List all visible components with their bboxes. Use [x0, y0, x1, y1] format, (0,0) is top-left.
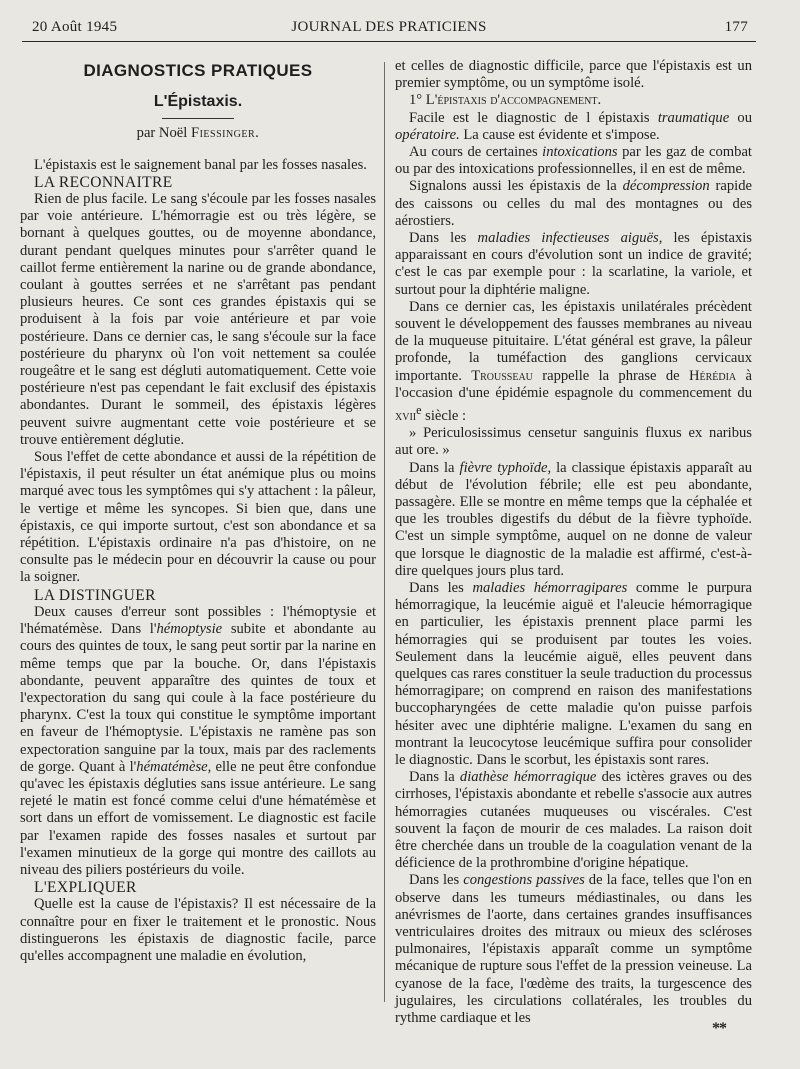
text-run: des ictères graves ou des cirrhoses, l'épistaxis abondante et rebelle s'associe aux autres hémorragies cutanées muqueuses ou viscérales. C'est souvent la façon de mourir de ces malades. La raison doit être cherchée dans un trouble de la coagulation venant de la déficience de la prothrombine d'origine hépatique. — [395, 769, 752, 872]
issue-date: 20 Août 1945 — [32, 19, 118, 35]
emphasis: fièvre typhoïde, — [459, 459, 552, 476]
paragraph: et celles de diagnostic difficile, parce que l'épistaxis est un premier symptôme, ou un symptôme isolé. — [395, 58, 752, 92]
emphasis: maladies hémorragipares — [472, 579, 628, 596]
author-name: Hérédia — [688, 367, 737, 384]
paragraph — [20, 604, 376, 879]
section-title: DIAGNOSTICS PRATIQUES — [83, 61, 313, 80]
article-title: L'Épistaxis. — [153, 93, 243, 111]
paragraph — [395, 872, 752, 1027]
text-run: Signalons aussi les épistaxis de la — [409, 178, 623, 195]
paragraph — [395, 230, 752, 299]
text-run: ou — [729, 109, 752, 126]
text-run: comme le purpura hémorragique, la leucémie aiguë et l'aleucie hémorragique en particulier, les épistaxis prennent place parmi les hémorragies qui se produisent par toutes les voies. Seulement dans la leucémie aiguë, elles peuvent dans quelques cas rares constituer la seule traduction du processus hémorragipare; on comprend en raison des manifestations buccopharyngées de cette maladie qu'on puisse parfois hésiter avec une diphtérie maligne. L'examen du sang en montrant la leucocytose leucémique suffira pour consolider le diagnostic. Dans le scorbut, les épistaxis sont rares. — [395, 579, 752, 768]
paragraph — [395, 144, 752, 178]
text-run: Dans la — [409, 769, 460, 786]
text-run: la classique épistaxis apparaît au début de l'évolution fébrile; elle est peu abondante, passagère. Elle se montre en même temps que la céphalée et que les troubles digestifs du début de la fièvre typhoïde. C'est un simple symptôme, auquel on ne donne de valeur que lorsque le diagnostic de la maladie est affirmé, c'est-à-dire quelques jours plus tard. — [395, 459, 753, 579]
text-run: elle ne peut être confondue qu'avec les épistaxis dégluties sans issue antérieure. Le sang rejeté le matin est foncé comme celui d'une hématémèse et sort dans un effort de vomissement. Le diagnostic est facile par l'examen rapide des fosses nasales et surtout par l'examen minutieux de la gorge qui montre des caillots au niveau des piliers postérieurs du voile. — [20, 758, 377, 878]
emphasis: traumatique — [657, 109, 730, 126]
latin-quote: » Periculosissimus censetur sanguinis fluxus ex naribus aut ore. » — [395, 425, 752, 459]
text-run: Deux causes d'erreur sont possibles : l'hémoptysie et l'hématémèse. Dans l' — [20, 603, 376, 638]
text-run: Dans les — [409, 230, 478, 247]
text-run: Facile est le diagnostic de l épistaxis — [409, 109, 658, 126]
emphasis: hématémèse, — [136, 758, 212, 775]
byline — [20, 125, 376, 142]
emphasis: congestions passives — [463, 872, 585, 889]
intro-paragraph: L'épistaxis est le saignement banal par les fosses nasales. — [34, 156, 367, 173]
text-run: subite et abondante au cours des quintes de toux, le sang peut sortir par la narine en même temps que par la bouche. Or, dans l'épistaxis abondante, peuvent apparaître des quintes de toux et l'expectoration du sang qui coule à la face postérieure du pharynx. C'est la toux qui constitue le symptôme important en faveur de l'hémoptysie. L'épistaxis ne ramène pas son expectoration sanguine par la toux, mais par des raclements de gorge. Quant à l' — [20, 621, 376, 775]
right-column — [395, 58, 752, 1027]
paragraph: Quelle est la cause de l'épistaxis? Il est nécessaire de la connaître pour en fixer le traitement et le pronostic. Nous distinguerons les épistaxis de diagnostic facile, parce qu'elles accompagnent une maladie en évolution, — [20, 896, 376, 964]
author-name: Trousseau — [471, 367, 533, 384]
continuation-mark: ** — [712, 1020, 726, 1037]
paragraph — [395, 299, 752, 425]
running-header — [22, 17, 756, 42]
paragraph — [395, 110, 752, 144]
paragraph — [395, 769, 752, 872]
text-run: Dans les — [409, 579, 473, 596]
text-run: par les gaz de combat ou par des intoxications professionnelles, il en est de même. — [395, 144, 752, 178]
emphasis: diathèse hémorragique — [459, 769, 597, 786]
subhead-reconnaitre: LA RECONNAITRE — [34, 173, 173, 191]
emphasis: maladies infectieuses aiguës, — [477, 230, 663, 247]
column-divider — [384, 62, 385, 1002]
text-run: Dans les — [409, 872, 464, 889]
emphasis: opératoire. — [395, 126, 460, 143]
emphasis: hémoptysie — [156, 621, 223, 638]
text-run: Dans ce dernier cas, les épistaxis unilatérales précèdent souvent le développement des fausses membranes au niveau de la muqueuse pituitaire. L'état général est grave, la pâleur profonde, la tuméfaction des ganglions cervicaux importante. — [395, 298, 752, 384]
byline-prefix: par Noël — [136, 125, 188, 142]
text-run: à l'occasion d'une épidémie espagnole du commencement du — [395, 367, 752, 401]
text-run: Dans la — [409, 459, 460, 476]
page-number: 177 — [724, 19, 748, 35]
text-run: siècle : — [421, 407, 467, 424]
text-run: Au cours de certaines — [409, 144, 543, 161]
title-rule — [162, 118, 234, 119]
subhead-accompagnement: L'épistaxis d'accompagnement. — [425, 92, 602, 109]
paragraph: Sous l'effet de cette abondance et aussi de la répétition de l'épistaxis, il peut résulter un état anémique plus ou moins marqué avec tous les symptômes qui s'y attachent : la pâleur, le vertige et même les syncopes. Si bien que, dans une épistaxis, ce qui importe surtout, c'est son abondance et sa répétition. L'épistaxis ordinaire n'a pas d'histoire, on ne consulte pas le médecin pour en découvrir la cause ou pour la soigner. — [20, 449, 376, 586]
paragraph: Rien de plus facile. Le sang s'écoule par les fosses nasales par voie antérieure. L'hémorragie est ou très légère, se bornant à quelques gouttes, ou de moyenne abondance, durant pendant quelques minutes pour s'arrêter quand le caillot ferme entièrement la narine ou de grande abondance, coulant à gouttes serrées et ne s'arrêtant pas pendant plusieurs heures. Ce sont ces grandes épistaxis qui se produisent à la fois par voie antérieure et par voie postérieure. Dans ce dernier cas, le sang s'écoule sur la face postérieure du pharynx où l'on voit nettement sa coulée rougeâtre et le sang est dégluti automatiquement. Cette voie postérieure n'est pas cependant le fait exclusif des épistaxis abondantes. Durant le sommeil, des épistaxis légères peuvent suivre augmentant cette voie postérieure et se trouve entièrement déglutie. — [20, 191, 376, 448]
paragraph — [395, 178, 752, 230]
emphasis: intoxications — [542, 144, 618, 161]
journal-title: JOURNAL DES PRATICIENS — [291, 19, 487, 35]
subhead-distinguer: LA DISTINGUER — [34, 586, 156, 604]
subhead-number: 1° — [409, 92, 423, 109]
text-run: rapide des caissons ou celles du mal des montagnes ou des aérostiers. — [395, 178, 752, 229]
text-run: les épistaxis apparaissant en cours d'évolution sont un indice de gravité; c'est le cas par exemple pour : la scarlatine, la variole, et surtout pour la diphtérie maligne. — [395, 230, 752, 298]
text-run: de la face, telles que l'on en observe dans les tumeurs médiastinales, ou dans les anévrismes de l'aorte, dans certaines grandes insuffisances ventriculaires droites des mitraux ou mieux des scléroses pulmonaires, l'épistaxis apparaît comme un symptôme mécanique de rupture sous l'effet de la pression veineuse. La cyanose de la face, l'œdème des traits, la turgescence des jugulaires, les circulations collatérales, les troubles du rythme cardiaque et les — [395, 872, 752, 1027]
emphasis: décompression — [622, 178, 710, 195]
paragraph — [395, 580, 752, 769]
paragraph — [395, 460, 752, 580]
subhead-expliquer: L'EXPLIQUER — [34, 879, 137, 897]
century-numeral: xvii — [395, 407, 417, 424]
text-run: La cause est évidente et s'impose. — [459, 126, 660, 143]
text-run: rappelle la phrase de — [532, 367, 689, 384]
left-column — [20, 58, 376, 965]
byline-author: Fiessinger. — [190, 125, 260, 142]
century-superscript: e — [416, 403, 422, 418]
numbered-subhead — [395, 92, 752, 109]
